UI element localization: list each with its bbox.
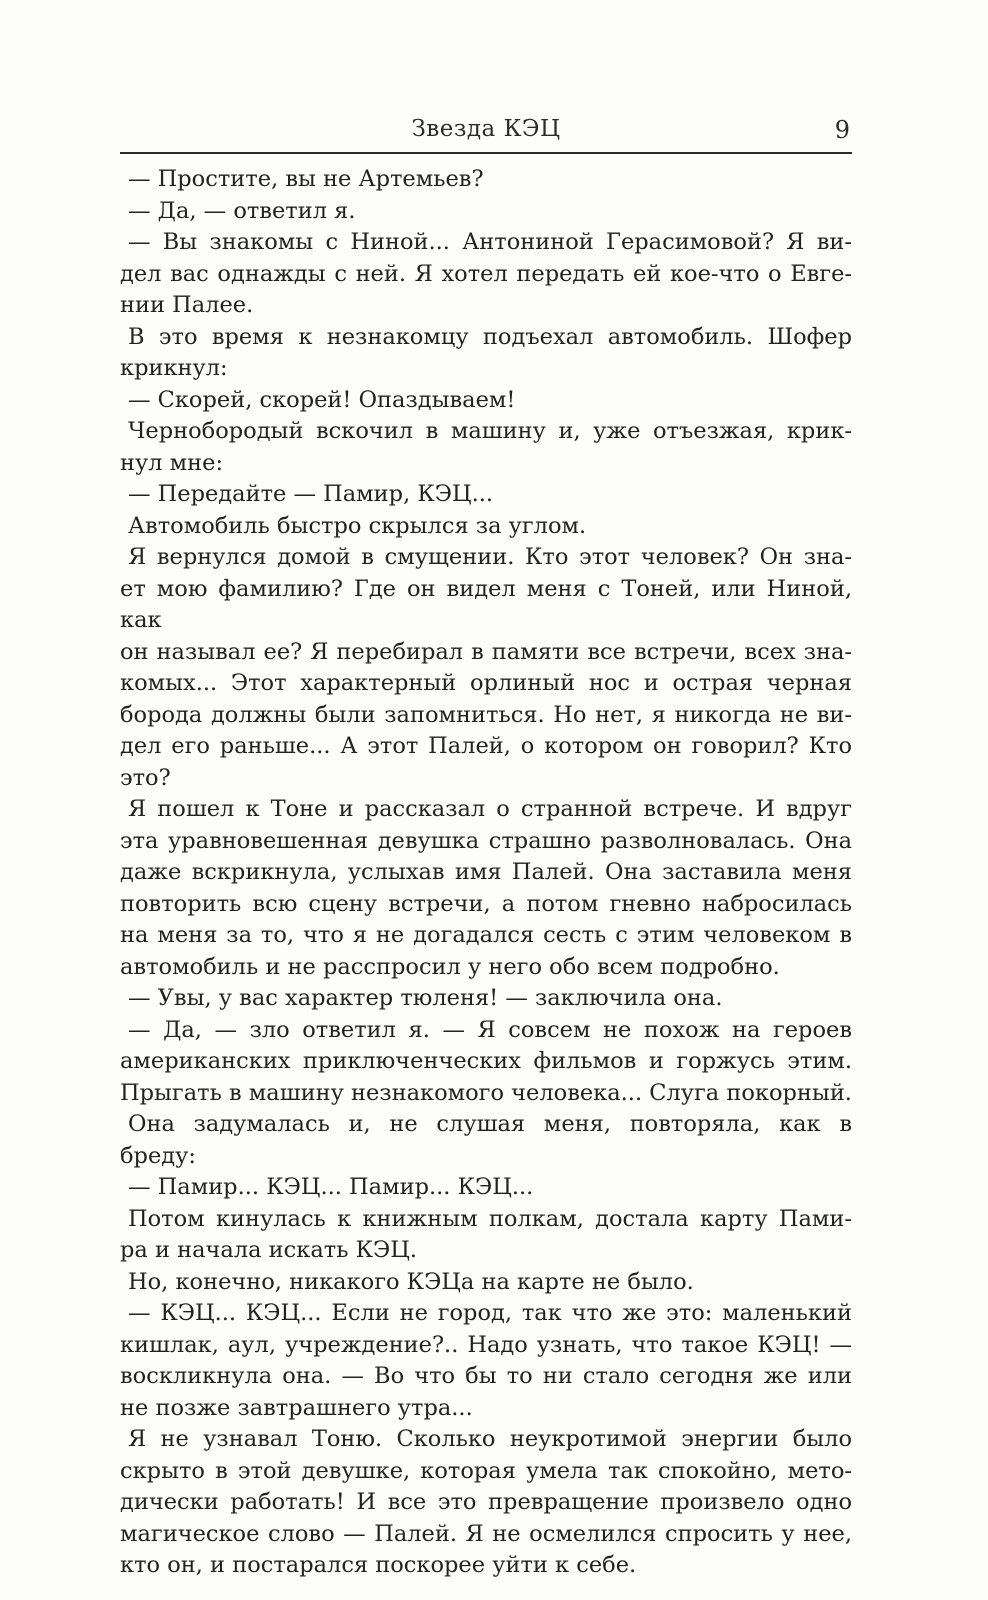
paragraph (120, 1015, 852, 1110)
text-line: Она задумалась и, не слушая меня, повторяла, как в (128, 1111, 852, 1137)
text-line: это? (120, 764, 171, 791)
text-line: В это время к незнакомцу подъехал автомобиль. Шофер (128, 323, 852, 350)
text-line: бреду: (120, 1142, 196, 1169)
text-line: — Простите, вы не Артемьев? (128, 166, 484, 192)
page-number: 9 (834, 116, 850, 144)
text-line: нул мне: (120, 449, 224, 476)
text-line: автомобиль и не расспросил у него обо всем подробно. (120, 953, 780, 980)
text-line: — Да, — ответил я. (128, 197, 356, 224)
text-line: дел его раньше... А этот Палей, о котором он говорил? Кто (120, 733, 852, 759)
text-line: на меня за то, что я не догадался сесть с этим человеком в (120, 922, 852, 948)
text-line: нии Палее. (120, 292, 254, 318)
text-line: воскликнула она. — Во что бы то ни стало сегодня же или (120, 1363, 852, 1389)
body-text (120, 164, 852, 1582)
text-line: скрыто в этой девушке, которая умела так спокойно, мето- (120, 1457, 852, 1484)
text-line: Чернобородый вскочил в машину и, уже отъезжая, крик- (128, 418, 852, 444)
text-line: — Да, — зло ответил я. — Я совсем не похож на героев (128, 1016, 852, 1043)
text-line: дел вас однажды с ней. Я хотел передать ей кое-что о Евге- (120, 260, 852, 287)
text-line: Потом кинулась к книжным полкам, достала карту Пами- (128, 1205, 852, 1232)
paragraph (120, 983, 852, 1015)
paragraph (120, 1204, 852, 1267)
text-line: ет мою фамилию? Где он видел меня с Тоней, или Ниной, как (120, 575, 852, 633)
text-line: Я вернулся домой в смущении. Кто этот человек? Он зна- (128, 544, 852, 570)
paragraph (120, 385, 852, 417)
text-line: дически работать! И все это превращение произвело одно (120, 1489, 852, 1515)
text-line: ра и начала искать КЭЦ. (120, 1237, 418, 1263)
text-line: эта уравновешенная девушка страшно разволновалась. Она (120, 827, 852, 854)
text-line: кишлак, аул, учреждение?.. Надо узнать, что такое КЭЦ! — (120, 1331, 852, 1358)
paragraph (120, 1109, 852, 1172)
paragraph (120, 322, 852, 385)
text-line: американских приключенческих фильмов и горжусь этим. (120, 1048, 852, 1074)
text-line: — КЭЦ... КЭЦ... Если не город, так что же это: маленький (128, 1300, 852, 1326)
paragraph (120, 227, 852, 322)
text-line: Но, конечно, никакого КЭЦа на карте не было. (128, 1268, 694, 1295)
text-line: Автомобиль быстро скрылся за углом. (128, 512, 587, 539)
running-title: Звезда КЭЦ (411, 116, 561, 142)
text-line: борода должны были запомниться. Но нет, я никогда не ви- (120, 701, 852, 728)
paragraph (120, 794, 852, 983)
paragraph (120, 416, 852, 479)
running-head (120, 112, 852, 154)
text-line: — Памир... КЭЦ... Памир... КЭЦ... (128, 1174, 534, 1200)
text-line: — Увы, у вас характер тюленя! — заключила она. (128, 985, 723, 1011)
text-line: не позже завтрашнего утра... (120, 1394, 473, 1421)
paragraph (120, 1172, 852, 1204)
text-line: Я пошел к Тоне и рассказал о странной встрече. И вдруг (128, 796, 852, 822)
paragraph (120, 542, 852, 794)
paragraph (120, 1298, 852, 1424)
text-line: комых... Этот характерный орлиный нос и острая черная (120, 670, 852, 696)
text-line: даже вскрикнула, услыхав имя Палей. Она заставила меня (120, 859, 852, 885)
paragraph (120, 511, 852, 543)
text-line: Я не узнавал Тоню. Сколько неукротимой энергии было (128, 1426, 852, 1452)
text-line: — Скорей, скорей! Опаздываем! (128, 386, 516, 413)
paragraph (120, 196, 852, 228)
text-line: — Передайте — Памир, КЭЦ... (128, 481, 494, 507)
text-line: Прыгать в машину незнакомого человека... Слуга покорный. (120, 1079, 852, 1106)
text-line: кто он, и постарался поскорее уйти к себе. (120, 1552, 637, 1578)
text-line: крикнул: (120, 355, 228, 381)
paragraph (120, 1424, 852, 1582)
paragraph (120, 164, 852, 196)
paragraph (120, 479, 852, 511)
paragraph (120, 1267, 852, 1299)
text-line: магическое слово — Палей. Я не осмелился спросить у нее, (120, 1520, 852, 1547)
text-line: — Вы знакомы с Ниной... Антониной Герасимовой? Я ви- (128, 229, 852, 255)
text-line: он называл ее? Я перебирал в памяти все встречи, всех зна- (120, 638, 852, 665)
text-line: повторить всю сцену встречи, а потом гневно набросилась (120, 890, 852, 917)
